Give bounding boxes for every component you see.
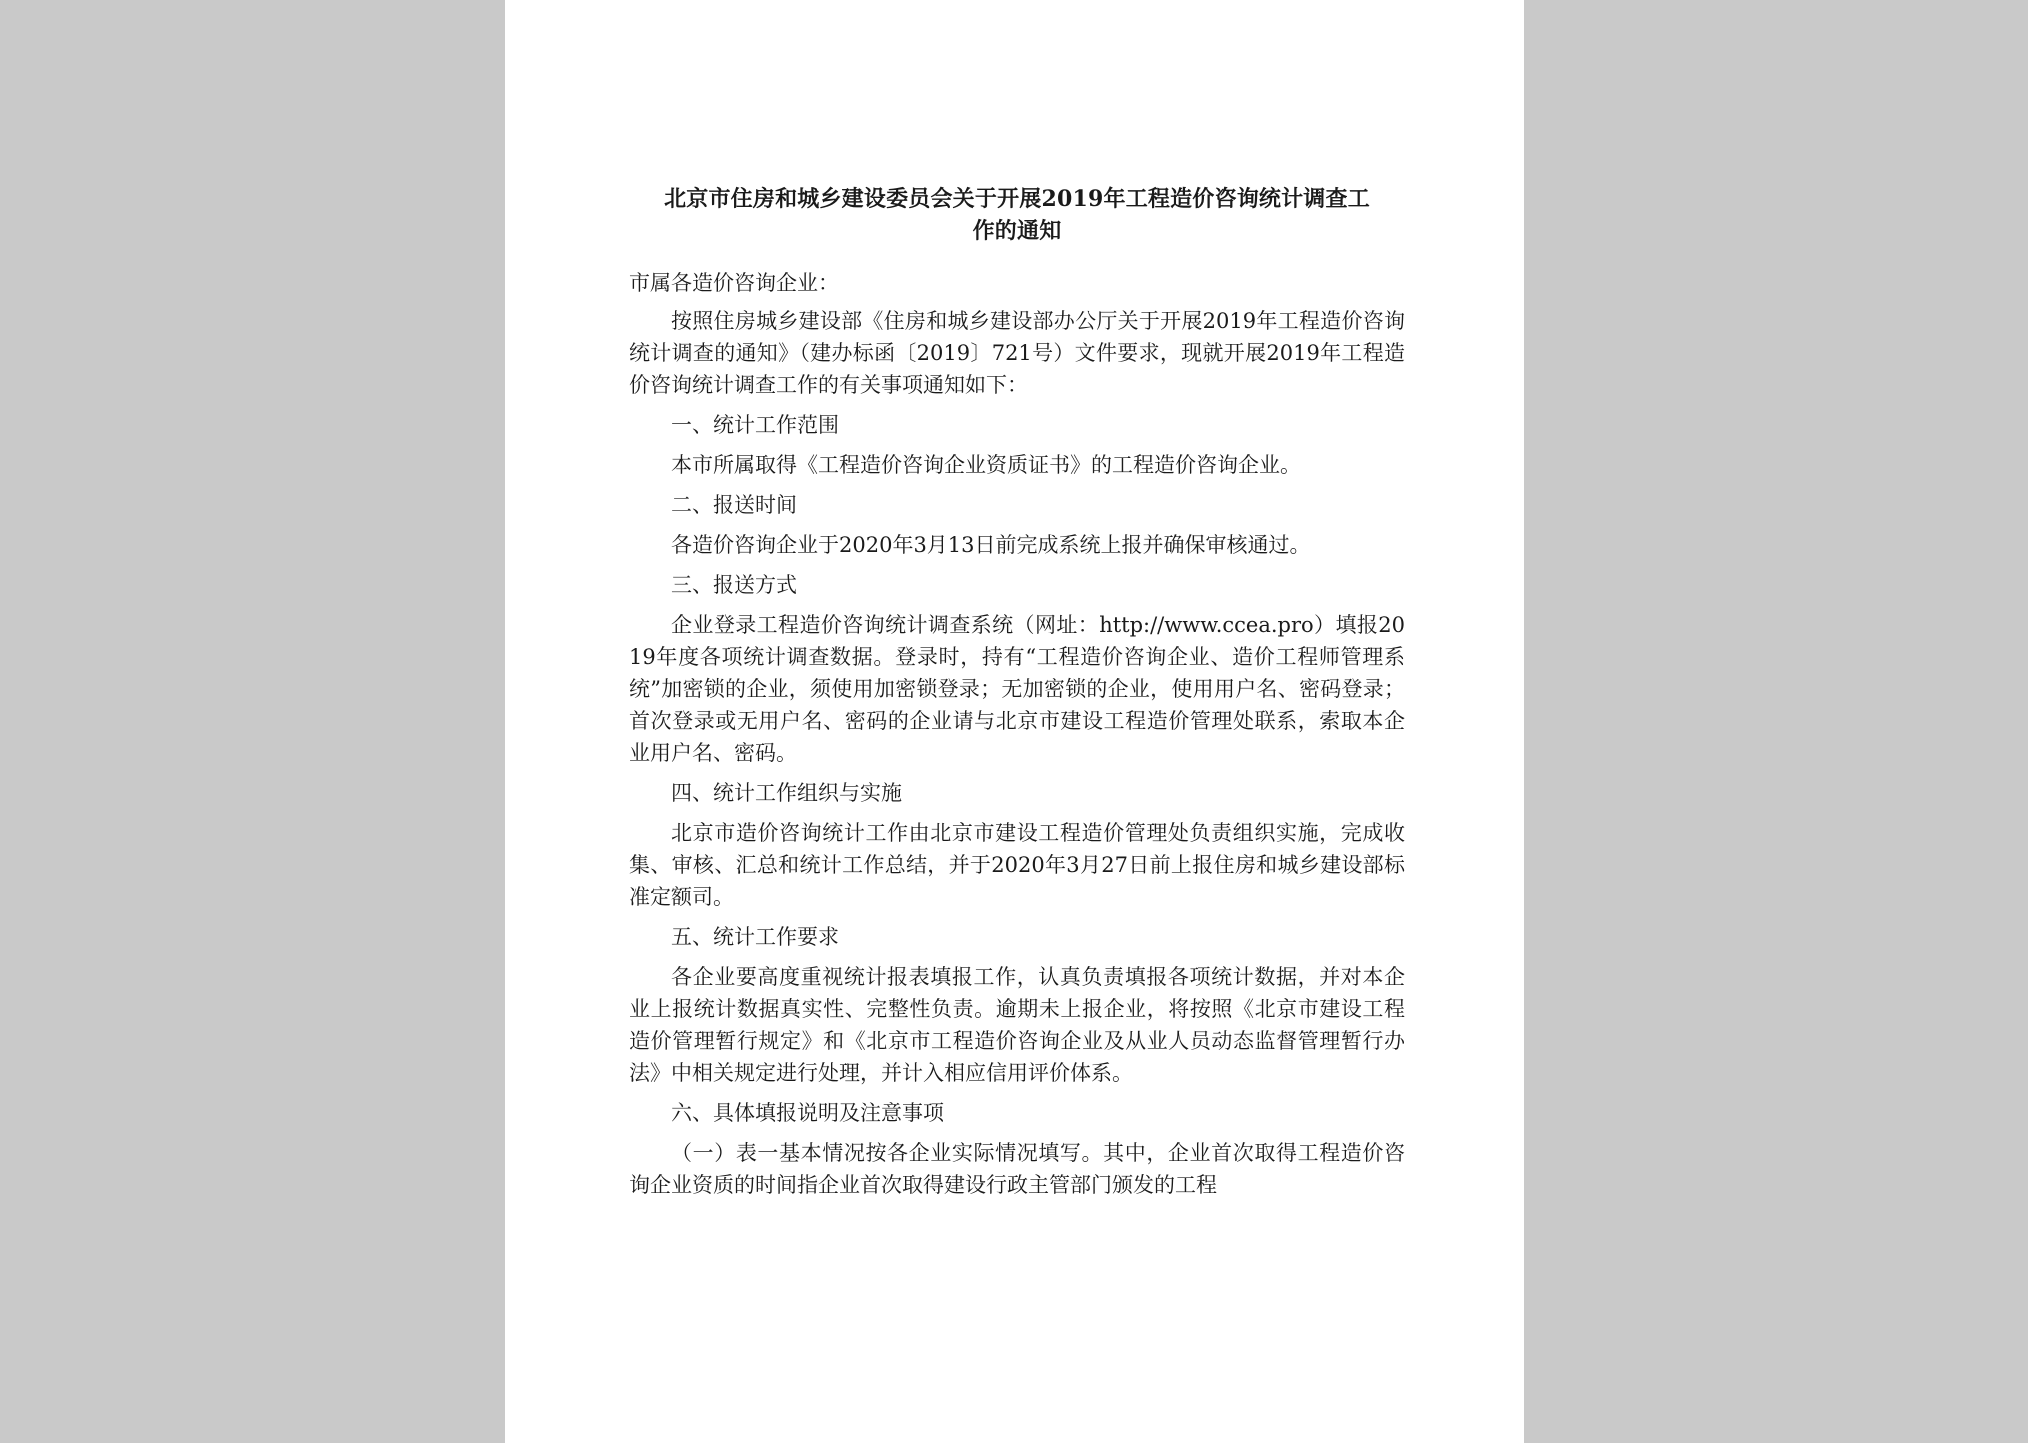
section-5-body: 各企业要高度重视统计报表填报工作，认真负责填报各项统计数据，并对本企业上报统计数据真实性、完整性负责。逾期未上报企业，将按照《北京市建设工程造价管理暂行规定》和《北京市工程造价咨询企业及从业人员动态监督管理暂行办法》中相关规定进行处理，并计入相应信用评价体系。	[629, 965, 1405, 1085]
section-2-body: 各造价咨询企业于2020年3月13日前完成系统上报并确保审核通过。	[671, 533, 1311, 557]
section-3-body: 企业登录工程造价咨询统计调查系统（网址：http://www.ccea.pro）填报2019年度各项统计调查数据。登录时，持有“工程造价咨询企业、造价工程师管理系统”加密锁的企业，须使用加密锁登录；无加密锁的企业，使用用户名、密码登录；首次登录或无用户名、密码的企业请与北京市建设工程造价管理处联系，索取本企业用户名、密码。	[629, 613, 1405, 765]
section-5-heading: 五、统计工作要求	[671, 925, 839, 949]
salutation: 市属各造价咨询企业：	[629, 271, 839, 295]
intro-paragraph: 按照住房城乡建设部《住房和城乡建设部办公厅关于开展2019年工程造价咨询统计调查的通知》（建办标函〔2019〕721号）文件要求，现就开展2019年工程造价咨询统计调查工作的有关事项通知如下：	[629, 309, 1405, 397]
section-1-body: 本市所属取得《工程造价咨询企业资质证书》的工程造价咨询企业。	[671, 453, 1301, 477]
document-page	[505, 0, 1524, 1443]
section-6-heading: 六、具体填报说明及注意事项	[671, 1101, 944, 1125]
title-line-1: 北京市住房和城乡建设委员会关于开展2019年工程造价咨询统计调查工	[664, 186, 1370, 212]
document-title	[629, 183, 1405, 247]
section-2-heading: 二、报送时间	[671, 493, 797, 517]
document-content	[629, 183, 1405, 1209]
section-6-body: （一）表一基本情况按各企业实际情况填写。其中，企业首次取得工程造价咨询企业资质的时间指企业首次取得建设行政主管部门颁发的工程	[629, 1141, 1405, 1197]
section-3-heading: 三、报送方式	[671, 573, 797, 597]
section-4-body: 北京市造价咨询统计工作由北京市建设工程造价管理处负责组织实施，完成收集、审核、汇总和统计工作总结，并于2020年3月27日前上报住房和城乡建设部标准定额司。	[629, 821, 1405, 909]
title-line-2: 作的通知	[972, 218, 1062, 244]
section-1-heading: 一、统计工作范围	[671, 413, 839, 437]
section-4-heading: 四、统计工作组织与实施	[671, 781, 902, 805]
